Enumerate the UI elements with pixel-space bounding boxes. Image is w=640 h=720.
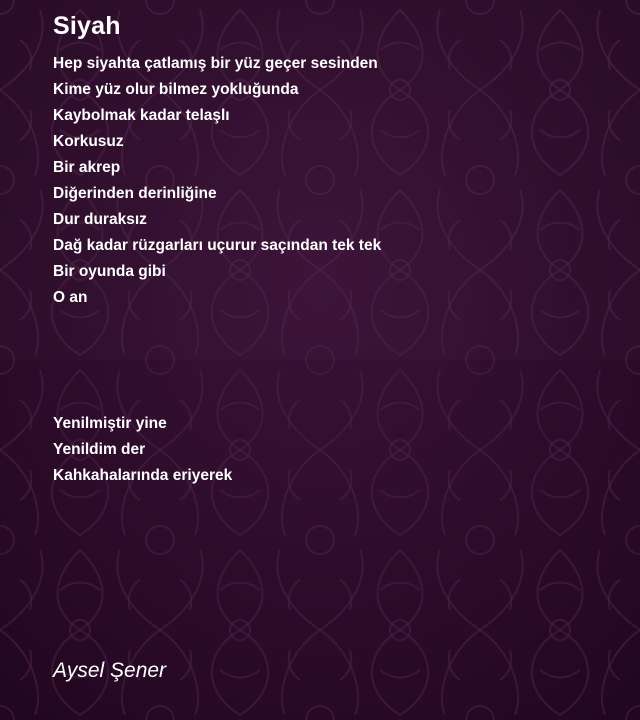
poem-author: Aysel Şener: [53, 659, 167, 682]
poem-line: Yenilmiştir yine: [53, 415, 167, 432]
poem-line: Dur duraksız: [53, 211, 147, 228]
poem-line: Bir akrep: [53, 159, 121, 176]
poem-line: O an: [53, 289, 88, 306]
poem-line: Korkusuz: [53, 133, 124, 150]
poem-line: Kime yüz olur bilmez yokluğunda: [53, 81, 299, 98]
poem-line: Kahkahalarında eriyerek: [53, 467, 233, 484]
poem-title: Siyah: [53, 12, 121, 40]
poem-stanza-2: [53, 411, 232, 489]
poem-line: Dağ kadar rüzgarları uçurur saçından tek tek: [53, 237, 382, 254]
poem-line: Hep siyahta çatlamış bir yüz geçer sesinden: [53, 55, 378, 72]
poem-line: Bir oyunda gibi: [53, 263, 166, 280]
poem-line: Diğerinden derinliğine: [53, 185, 217, 202]
poem-stanza-1: [53, 51, 381, 311]
poem-line: Yenildim der: [53, 441, 146, 458]
poem-line: Kaybolmak kadar telaşlı: [53, 107, 230, 124]
